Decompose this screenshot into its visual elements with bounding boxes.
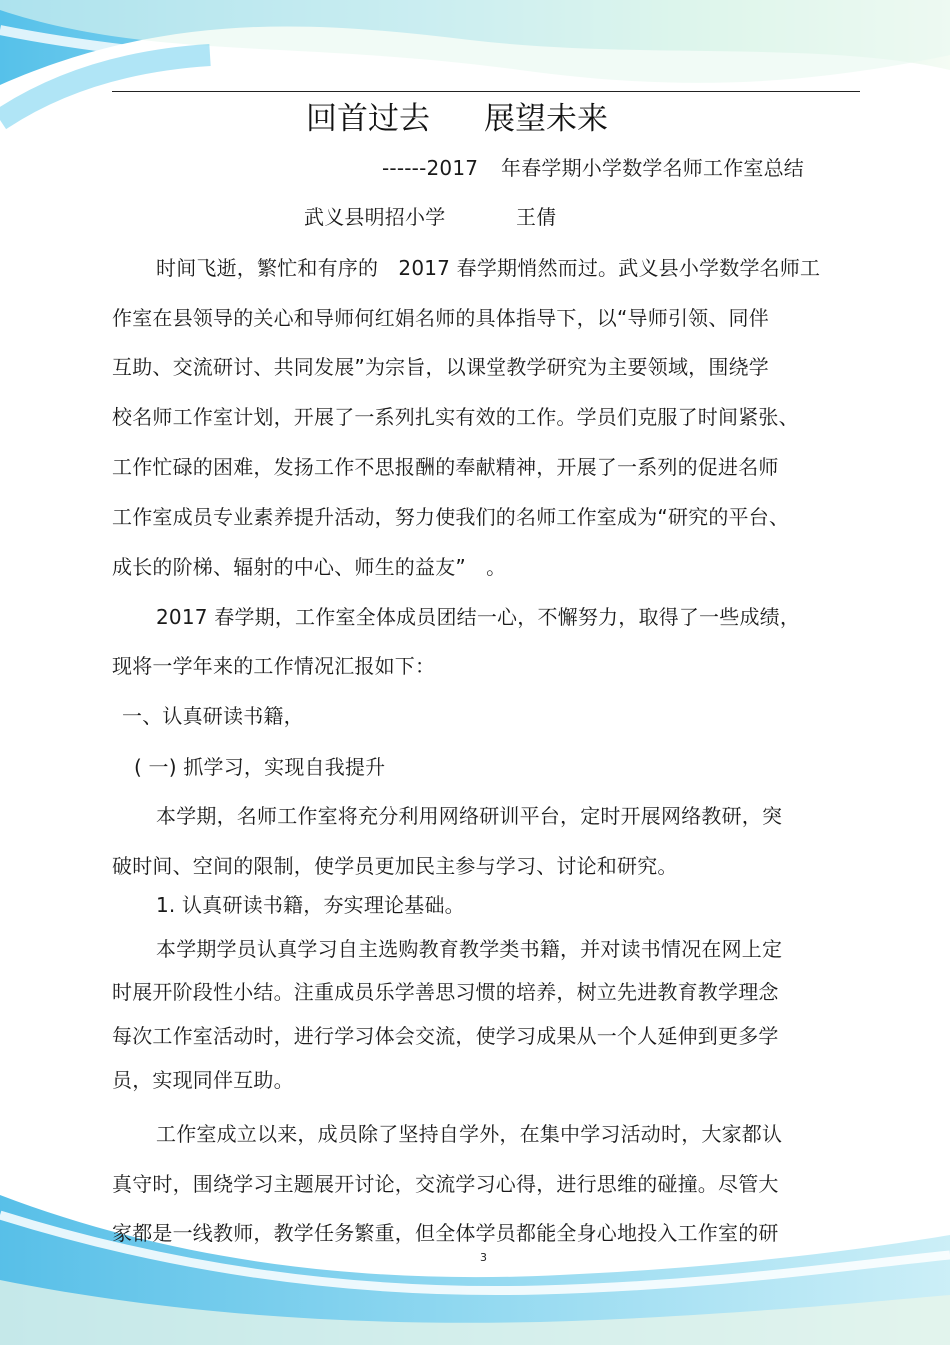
body-line: 时展开阶段性小结。注重成员乐学善思习惯的培养，树立先进教育教学理念 [112,980,779,1004]
subsection-heading: ( 一) 抓学习，实现自我提升 [134,755,386,779]
header-rule [112,91,860,92]
body-line: 工作忙碌的困难，发扬工作不思报酬的奉献精神，开展了一系列的促进名师 [112,455,779,479]
school-name: 武义县明招小学 [304,205,446,229]
body-line: 真守时，围绕学习主题展开讨论，交流学习心得，进行思维的碰撞。尽管大 [112,1172,779,1196]
body-line: 员，实现同伴互助。 [112,1068,294,1092]
body-line: 工作室成员专业素养提升活动，努力使我们的名师工作室成为“研究的平台、 [112,505,790,529]
item-heading: 1. 认真研读书籍，夯实理论基础。 [156,893,465,917]
subtitle-dash: ------2017 [382,156,479,180]
title-part-2: 展望未来 [484,101,608,137]
section-heading: 一、认真研读书籍， [122,704,304,728]
body-line: 破时间、空间的限制，使学员更加民主参与学习、讨论和研究。 [112,854,678,878]
body-line: 家都是一线教师，教学任务繁重，但全体学员都能全身心地投入工作室的研 [112,1221,779,1245]
body-line: 本学期学员认真学习自主选购教育教学类书籍，并对读书情况在网上定 [156,937,783,961]
body-line: 本学期，名师工作室将充分利用网络研训平台，定时开展网络教研，突 [156,804,783,828]
body-line: 校名师工作室计划，开展了一系列扎实有效的工作。学员们克服了时间紧张、 [112,405,799,429]
page-number: 3 [480,1251,487,1264]
body-line: 2017 春学期，工作室全体成员团结一心，不懈努力，取得了一些成绩， [156,605,801,629]
body-line: 每次工作室活动时，进行学习体会交流，使学习成果从一个人延伸到更多学 [112,1024,779,1048]
subtitle-text: 年春学期小学数学名师工作室总结 [501,156,804,180]
body-line: 成长的阶梯、辐射的中心、师生的益友” 。 [112,555,507,579]
body-line: 互助、交流研讨、共同发展”为宗旨，以课堂教学研究为主要领域，围绕学 [112,355,769,379]
body-line: 作室在县领导的关心和导师何红娟名师的具体指导下，以“导师引领、同伴 [112,306,769,330]
body-line: 时间飞逝，繁忙和有序的 2017 春学期悄然而过。武义县小学数学名师工 [156,256,821,280]
author-name: 王倩 [516,205,557,229]
title-part-1: 回首过去 [306,101,430,137]
body-line: 现将一学年来的工作情况汇报如下： [112,654,436,678]
body-line: 工作室成立以来，成员除了坚持自学外，在集中学习活动时，大家都认 [156,1122,783,1146]
